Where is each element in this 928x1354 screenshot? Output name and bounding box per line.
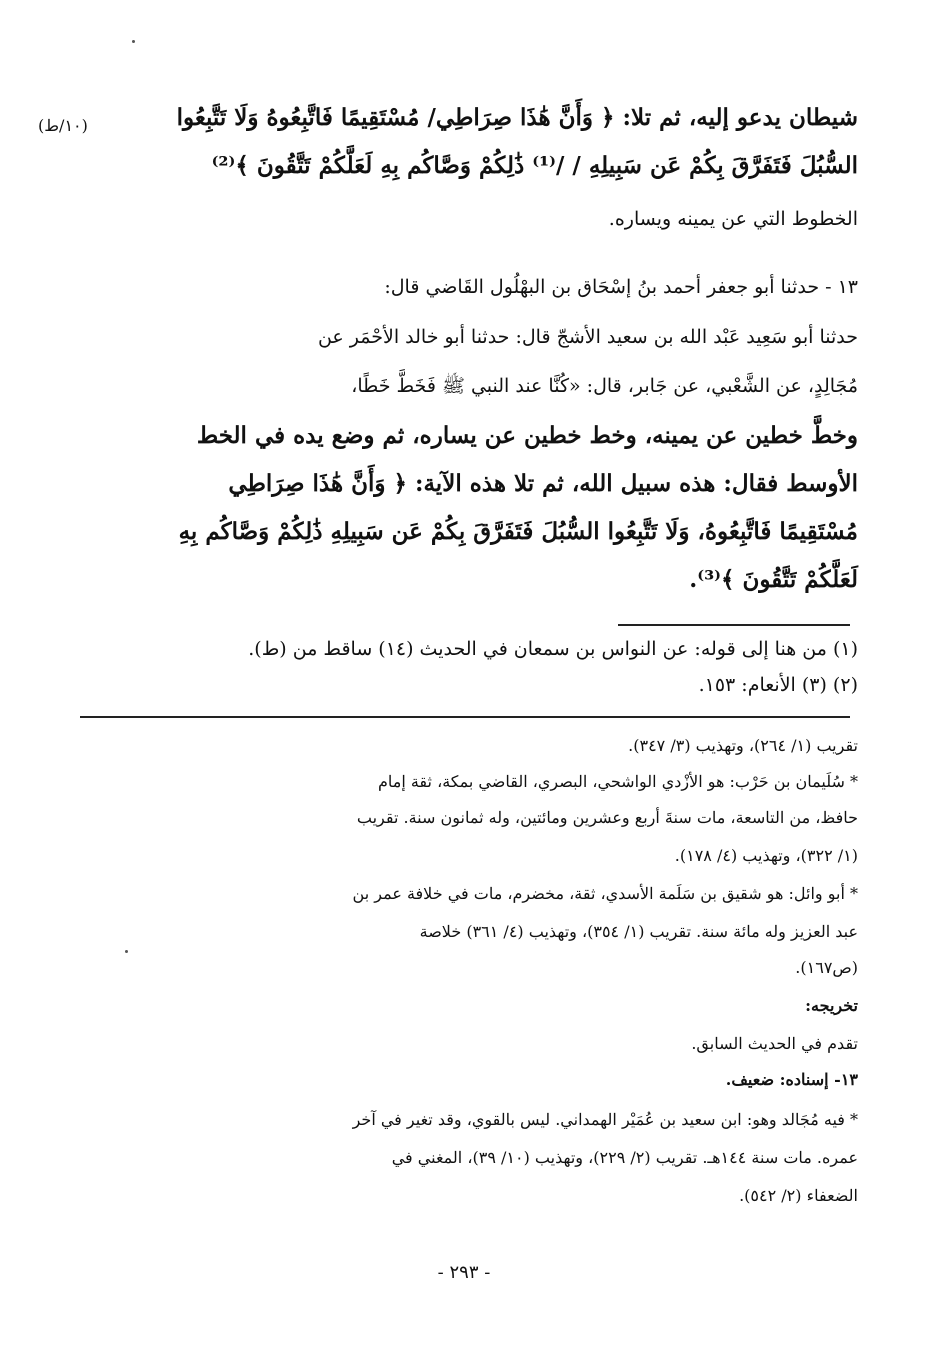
hadith-13-line-4: وخطَّ خطين عن يمينه، وخط خطين عن يساره، ثم وضع يده في الخط [196, 422, 858, 449]
footnote-2: (٢) (٣) الأنعام: ١٥٣. [698, 674, 858, 696]
scan-speck [125, 950, 128, 953]
hadith-13-line-5: الأوسط فقال: هذه سبيل الله، ثم تلا هذه الآية: ﴿ وَأَنَّ هَٰذَا صِرَاطِي [228, 470, 858, 497]
top-text-line-1: شيطان يدعو إليه، ثم تلا: ﴿ وَأَنَّ هَٰذَا صِرَاطِي/ مُسْتَقِيمًا فَاتَّبِعُوهُ وَلَا تَتَّبِعُوا [176, 104, 858, 131]
commentary-line: الضعفاء (٢/ ٥٤٢). [739, 1186, 858, 1205]
commentary-separator [80, 716, 850, 718]
page-number: - ٢٩٣ - [437, 1262, 491, 1283]
hadith-13-line-7: لَعَلَّكُمْ تَتَّقُونَ ﴾⁽³⁾. [689, 566, 858, 593]
hadith-13-line-6: مُسْتَقِيمًا فَاتَّبِعُوهُ، وَلَا تَتَّبِعُوا السُّبُلَ فَتَفَرَّقَ بِكُمْ عَن سَبِيلِهِ ذَٰلِكُمْ وَصَّاكُم بِهِ [178, 518, 858, 545]
isnad-heading: ١٣- إسناده: ضعيف. [725, 1070, 858, 1089]
commentary-line: * فيه مُجَالد وهو: ابن سعيد بن عُمَيْر الهمداني. ليس بالقوي، وقد تغير في آخر [352, 1110, 858, 1129]
commentary-line: * سُلَيمان بن حَرْب: هو الأزْدي الواشحي، البصري، القاضي بمكة، ثقة إمام [377, 772, 858, 791]
footnote-1: (١) من هنا إلى قوله: عن النواس بن سمعان في الحديث (١٤) ساقط من (ط). [248, 638, 858, 660]
takhrij-heading: تخريجه: [805, 996, 858, 1015]
commentary-line: عبد العزيز وله مائة سنة. تقريب (١/ ٣٥٤)، وتهذيب (٤/ ٣٦١) خلاصة [419, 922, 858, 941]
margin-edition-note: (١٠/ط) [38, 116, 88, 135]
hadith-13-line-2: حدثنا أبو سَعِيد عَبْد الله بن سعيد الأشجّ قال: حدثنا أبو خالد الأحْمَر عن [317, 326, 858, 348]
scan-speck [132, 40, 135, 43]
commentary-line: عمره. مات سنة ١٤٤هـ. تقريب (٢/ ٢٢٩)، وتهذيب (١٠/ ٣٩)، المغني في [391, 1148, 858, 1167]
commentary-line: تقريب (١/ ٢٦٤)، وتهذيب (٣/ ٣٤٧). [628, 736, 858, 755]
commentary-line: (ص١٦٧). [795, 958, 858, 977]
hadith-13-line-3: مُجَالِدٍ، عن الشَّعْبي، عن جَابر، قال: «كُنَّا عند النبي ﷺ فَخَطَّ خَطًا، [351, 375, 858, 397]
footnote-separator [618, 624, 850, 626]
hadith-13-heading: ١٣ - حدثنا أبو جعفر أحمد بنُ إسْحَاق بن البهْلُول القَاضي قال: [384, 276, 858, 298]
commentary-line: تقدم في الحديث السابق. [691, 1034, 858, 1053]
commentary-line: حافظ، من التاسعة، مات سنةَ أربع وعشرين ومائتين، وله ثمانون سنة. تقريب [356, 808, 858, 827]
commentary-line: * أبو وائل: هو شقيق بن سَلَمة الأسدي، ثقة، مخضرم، مات في خلافة عمر بن [352, 884, 858, 903]
top-text-line-3: الخطوط التي عن يمينه ويساره. [608, 208, 858, 230]
top-text-line-2: السُّبُلَ فَتَفَرَّقَ بِكُمْ عَن سَبِيلِهِ / /⁽¹⁾ ذَٰلِكُمْ وَصَّاكُم بِهِ لَعَلَّكُمْ تَتَّقُونَ ﴾⁽²⁾ [211, 152, 858, 179]
commentary-line: (١/ ٣٢٢)، وتهذيب (٤/ ١٧٨). [674, 846, 858, 865]
